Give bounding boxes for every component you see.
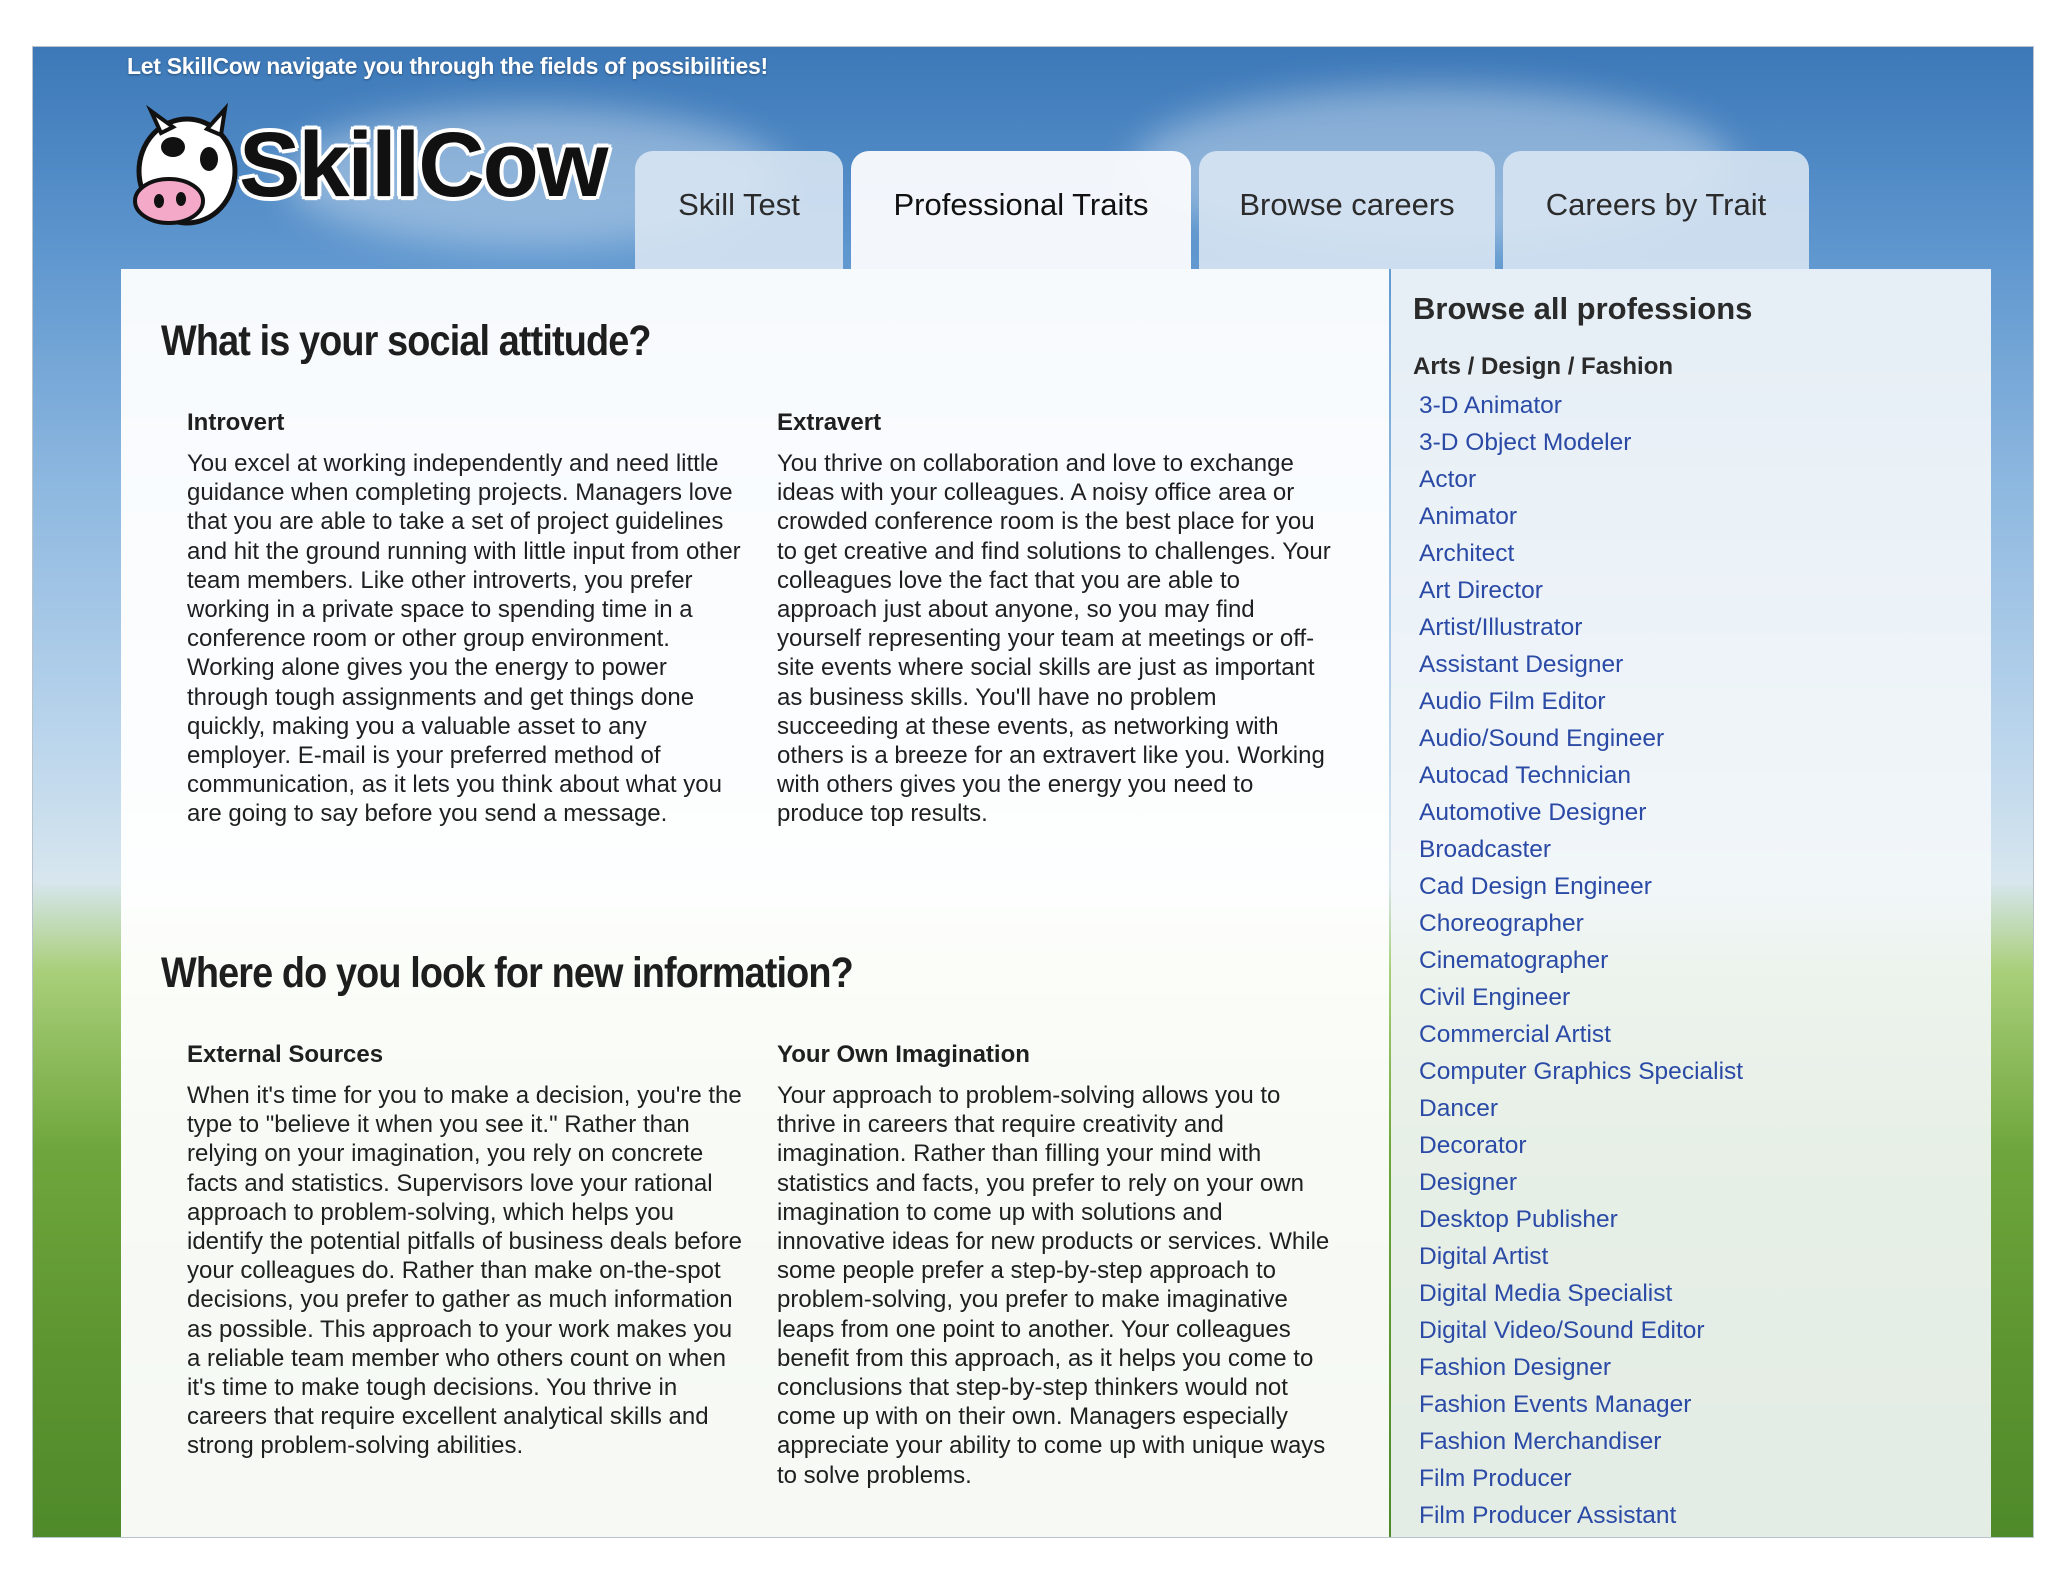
profession-list [1419,387,1743,1534]
profession-link[interactable]: Architect [1419,540,1515,567]
trait-external-sources [187,1041,747,1461]
tagline: Let SkillCow navigate you through the fields of possibilities! [127,53,768,79]
profession-link[interactable]: Film Producer [1419,1465,1572,1492]
profession-link[interactable]: Commercial Artist [1419,1021,1611,1048]
trait-introvert [187,409,747,829]
profession-link[interactable]: 3-D Animator [1419,392,1562,419]
trait-extravert [777,409,1337,829]
skillcow-logo[interactable] [121,103,607,233]
profession-link[interactable]: Civil Engineer [1419,984,1571,1011]
trait-own-imagination [777,1041,1337,1490]
profession-link[interactable]: Broadcaster [1419,836,1552,863]
profession-link[interactable]: Film Producer Assistant [1419,1502,1677,1529]
trait-description: Your approach to problem-solving allows you to thrive in careers that require creativity and imagination. Rather than filling your mind with statistics and facts, you prefer to rely on your own imagination to come up with solutions and innovative ideas for new products or services. While some people prefer a step-by-step approach to problem-solving, you prefer to make imaginative leaps from one point to another. Your colleagues benefit from this approach, as it helps you come to conclusions that step-by-step thinkers would not come up with on their own. Managers especially appreciate your ability to come up with unique ways to solve problems. [777,1082,1330,1489]
profession-link[interactable]: Fashion Designer [1419,1354,1612,1381]
main-content [121,269,1389,1538]
profession-link[interactable]: Digital Media Specialist [1419,1280,1673,1307]
profession-link[interactable]: Animator [1419,503,1518,530]
trait-title: Introvert [187,409,285,436]
trait-title: Your Own Imagination [777,1041,1030,1068]
profession-link[interactable]: Artist/Illustrator [1419,614,1583,641]
profession-link[interactable]: Computer Graphics Specialist [1419,1058,1744,1085]
trait-description: You excel at working independently and need little guidance when completing projects. Managers love that you are able to take a set of project guidelines and hit the ground running with little input from other team members. Like other introverts, you prefer working in a private space to spending time in a conference room or other group environment. Working alone gives you the energy to power through tough assignments and get things done quickly, making you a valuable asset to any employer. E-mail is your preferred method of communication, as it lets you think about what you are going to say before you send a message. [187,450,741,828]
section-title-social-attitude: What is your social attitude? [161,317,651,365]
tab-professional-traits[interactable]: Professional Traits [851,151,1191,269]
profession-link[interactable]: Dancer [1419,1095,1498,1122]
sidebar-title: Browse all professions [1413,291,1753,326]
profession-link[interactable]: Choreographer [1419,910,1584,937]
trait-description: You thrive on collaboration and love to exchange ideas with your colleagues. A noisy office area or crowded conference room is the best place for you to get creative and find solutions to challenges. Your colleagues love the fact that you are able to approach just about anyone, so you may find yourself representing your team at meetings or off-site events where social skills are just as important as business skills. You'll have no problem succeeding at these events, as networking with others is a breeze for an extravert like you. Working with others gives you the energy you need to produce top results. [777,450,1331,828]
trait-title: External Sources [187,1041,384,1068]
profession-link[interactable]: Actor [1419,466,1477,493]
trait-description: When it's time for you to make a decision, you're the type to "believe it when you see it." Rather than relying on your imagination, you rely on concrete facts and statistics. Supervisors love your rational approach to problem-solving, which helps you identify the potential pitfalls of business deals before your colleagues do. Rather than make on-the-spot decisions, you prefer to gather as much information as possible. This approach to your work makes you a reliable team member who others count on when it's time to make tough decisions. You thrive in careers that require excellent analytical skills and strong problem-solving abilities. [187,1082,743,1460]
profession-link[interactable]: Audio/Sound Engineer [1419,725,1665,752]
logo-text: SkillCow [239,114,607,216]
category-heading: Arts / Design / Fashion [1413,353,1674,380]
profession-link[interactable]: Digital Artist [1419,1243,1549,1270]
profession-link[interactable]: 3-D Object Modeler [1419,429,1632,456]
profession-link[interactable]: Art Director [1419,577,1543,604]
profession-link[interactable]: Automotive Designer [1419,799,1647,826]
trait-title: Extravert [777,409,882,436]
profession-link[interactable]: Audio Film Editor [1419,688,1606,715]
tab-skill-test[interactable]: Skill Test [635,151,843,269]
profession-link[interactable]: Assistant Designer [1419,651,1624,678]
professions-sidebar [1391,269,1991,1538]
profession-link[interactable]: Designer [1419,1169,1518,1196]
page-frame [32,46,2034,1538]
profession-link[interactable]: Fashion Merchandiser [1419,1428,1662,1455]
profession-link[interactable]: Autocad Technician [1419,762,1632,789]
tab-browse-careers[interactable]: Browse careers [1199,151,1495,269]
profession-link[interactable]: Cad Design Engineer [1419,873,1652,900]
profession-link[interactable]: Desktop Publisher [1419,1206,1618,1233]
tab-careers-by-trait[interactable]: Careers by Trait [1503,151,1809,269]
profession-link[interactable]: Decorator [1419,1132,1527,1159]
section-title-new-information: Where do you look for new information? [161,949,853,997]
profession-link[interactable]: Digital Video/Sound Editor [1419,1317,1705,1344]
profession-link[interactable]: Fashion Events Manager [1419,1391,1692,1418]
profession-link[interactable]: Cinematographer [1419,947,1609,974]
